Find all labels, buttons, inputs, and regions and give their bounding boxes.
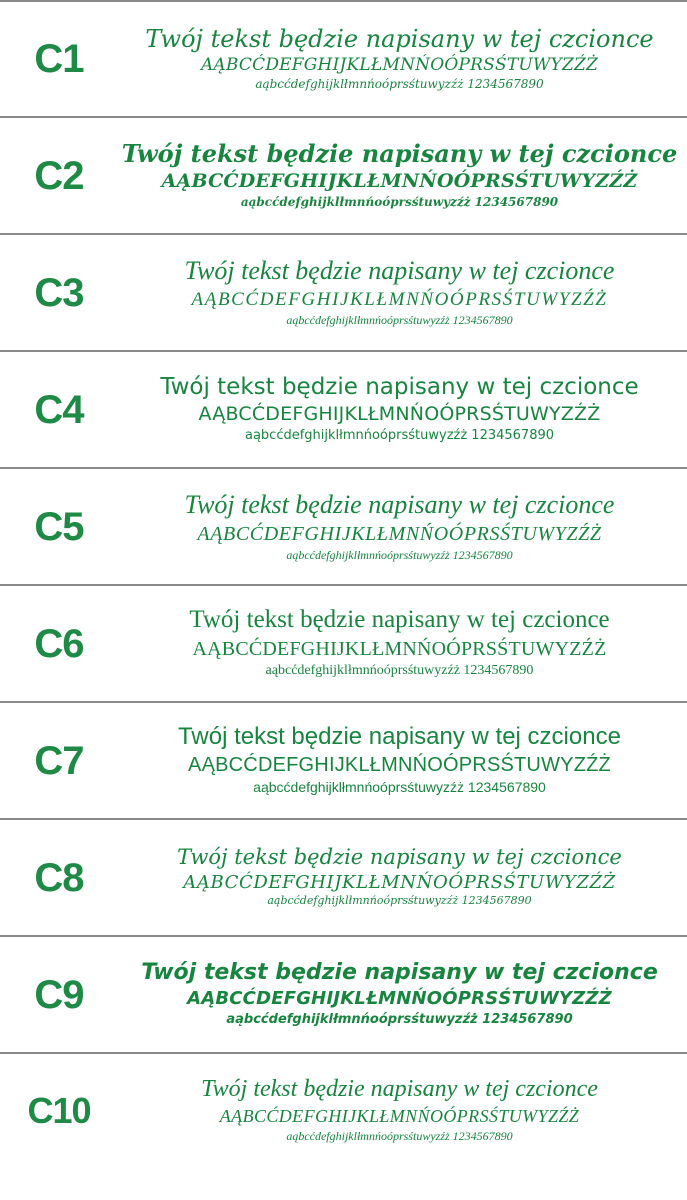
font-code-label: C1 — [34, 37, 84, 81]
font-option-row[interactable] — [0, 937, 687, 1054]
sample-lowercase-digits: aąbcćdefghijklłmnńoóprsśtuwyzźż 1234567890 — [267, 894, 532, 908]
sample-sentence: Twój tekst będzie napisany w tej czcionce — [145, 24, 654, 53]
font-code-label: C2 — [34, 153, 84, 198]
sample-lowercase-digits: aąbcćdefghijklłmnńoóprsśtuwyzźż 1234567890 — [286, 1129, 513, 1144]
font-option-row[interactable] — [0, 0, 687, 118]
sample-uppercase: AĄBCĆDEFGHIJKLŁMNŃOÓPRSŚTUWYZŹŻ — [197, 523, 602, 546]
font-sample-group — [118, 369, 687, 451]
sample-uppercase: AĄBCĆDEFGHIJKLŁMNŃOÓPRSŚTUWYZŹŻ — [219, 1106, 580, 1127]
font-code-label: C9 — [34, 972, 84, 1017]
font-code-label: C4 — [34, 387, 84, 432]
sample-uppercase: AĄBCĆDEFGHIJKLŁMNŃOÓPRSŚTUWYZŹŻ — [187, 988, 612, 1010]
sample-uppercase: AĄBCĆDEFGHIJKLŁMNŃOÓPRSŚTUWYZŹŻ — [198, 403, 601, 426]
font-option-row[interactable] — [0, 469, 687, 586]
sample-lowercase-digits: aąbcćdefghijklłmnńoóprsśtuwyzźż 1234567890 — [286, 313, 513, 328]
sample-sentence: Twój tekst będzie napisany w tej czcionce — [177, 844, 622, 869]
sample-sentence: Twój tekst będzie napisany w tej czcionce — [178, 722, 621, 750]
sample-lowercase-digits: aąbcćdefghijklłmnńoóprsśtuwyzźż 1234567890 — [265, 663, 534, 679]
sample-lowercase-digits: aąbcćdefghijklłmnńoóprsśtuwyzźż 1234567890 — [255, 77, 544, 92]
font-option-row[interactable] — [0, 235, 687, 352]
font-code-label: C3 — [34, 270, 84, 315]
font-sample-group — [118, 484, 687, 569]
sample-uppercase: AĄBCĆDEFGHIJKLŁMNŃOÓPRSŚTUWYZŹŻ — [200, 55, 599, 76]
sample-lowercase-digits: aąbcćdefghijklłmnńoóprsśtuwyzźż 1234567890 — [244, 427, 555, 443]
font-sample-group — [118, 250, 687, 334]
font-sample-group — [118, 955, 687, 1034]
sample-lowercase-digits: aąbcćdefghijklłmnńoóprsśtuwyzźż 1234567890 — [253, 779, 546, 796]
sample-lowercase-digits: aąbcćdefghijklłmnńoóprsśtuwyzźż 1234567890 — [286, 548, 513, 563]
font-option-row[interactable] — [0, 586, 687, 703]
sample-sentence: Twój tekst będzie napisany w tej czcionce — [201, 1076, 598, 1103]
font-option-row[interactable] — [0, 703, 687, 820]
font-option-row[interactable] — [0, 118, 687, 235]
sample-sentence: Twój tekst będzie napisany w tej czcionce — [160, 373, 639, 400]
font-sample-group — [118, 1070, 687, 1150]
font-sample-group — [118, 600, 687, 687]
sample-lowercase-digits: aąbcćdefghijklłmnńoóprsśtuwyzźż 1234567890 — [240, 195, 559, 210]
sample-uppercase: AĄBCĆDEFGHIJKLŁMNŃOÓPRSŚTUWYZŹŻ — [183, 871, 616, 893]
font-option-row[interactable] — [0, 352, 687, 469]
font-code-label: C7 — [34, 738, 84, 783]
font-code-label: C6 — [34, 621, 84, 666]
font-option-row[interactable] — [0, 1054, 687, 1167]
sample-sentence: Twój tekst będzie napisany w tej czcionce — [184, 256, 615, 286]
sample-uppercase: AĄBCĆDEFGHIJKLŁMNŃOÓPRSŚTUWYZŹŻ — [191, 288, 608, 310]
sample-lowercase-digits: aąbcćdefghijklłmnńoóprsśtuwyzźż 1234567890 — [226, 1011, 573, 1027]
font-code-label: C10 — [27, 1089, 91, 1131]
sample-uppercase: AĄBCĆDEFGHIJKLŁMNŃOÓPRSŚTUWYZŹŻ — [161, 170, 638, 193]
sample-sentence: Twój tekst będzie napisany w tej czcionce — [121, 138, 678, 168]
sample-sentence: Twój tekst będzie napisany w tej czcionce — [184, 489, 615, 519]
sample-uppercase: AĄBCĆDEFGHIJKLŁMNŃOÓPRSŚTUWYZŹŻ — [188, 754, 611, 777]
font-sample-group — [118, 135, 687, 217]
font-sample-group — [118, 840, 687, 915]
font-sample-group — [118, 718, 687, 804]
sample-uppercase: AĄBCĆDEFGHIJKLŁMNŃOÓPRSŚTUWYZŹŻ — [192, 638, 607, 661]
font-sample-group — [118, 20, 687, 99]
sample-sentence: Twój tekst będzie napisany w tej czcionce — [141, 959, 658, 985]
font-option-row[interactable] — [0, 820, 687, 937]
font-code-label: C5 — [34, 504, 84, 549]
font-code-label: C8 — [34, 855, 84, 900]
sample-sentence: Twój tekst będzie napisany w tej czcionce — [189, 606, 610, 634]
